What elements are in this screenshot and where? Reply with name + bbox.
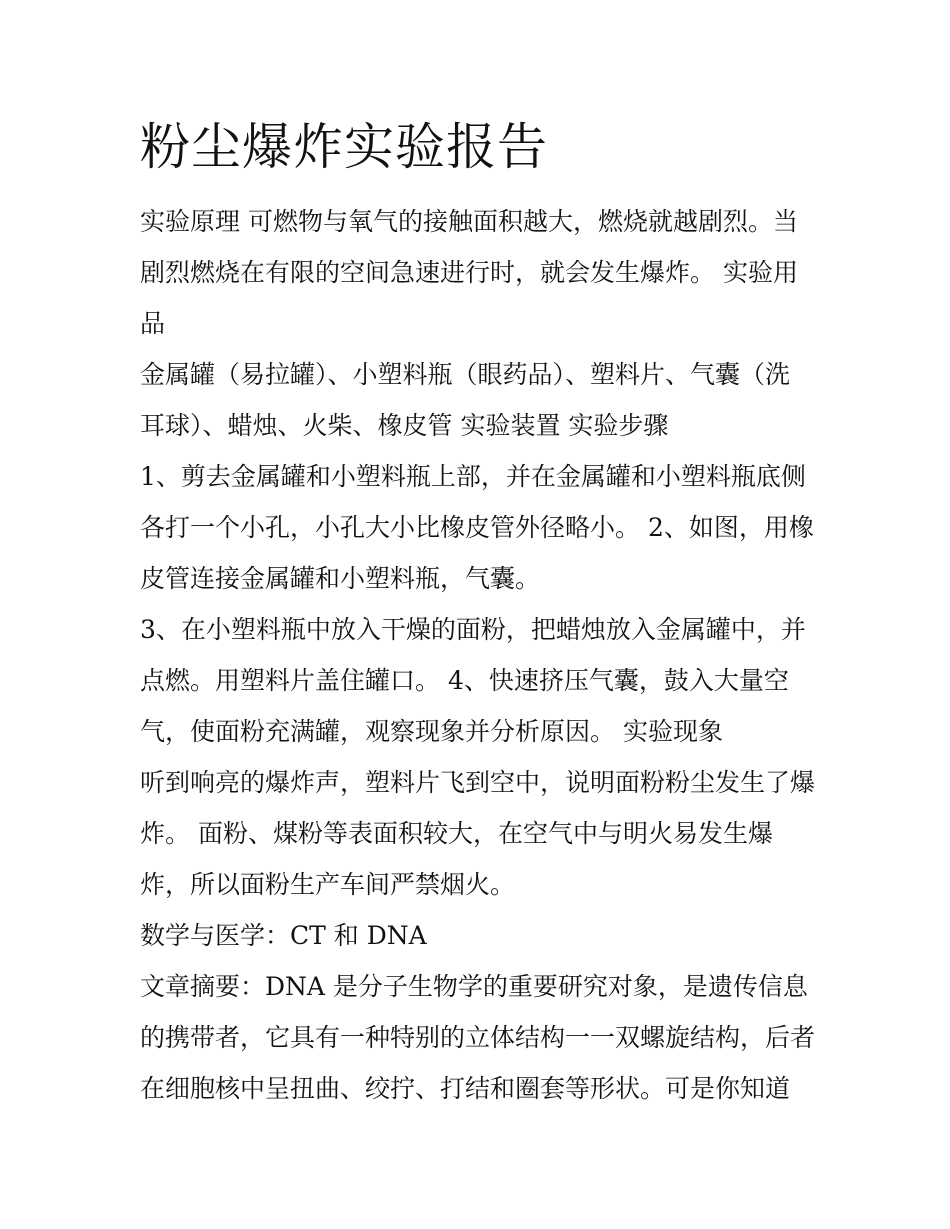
body-line-4: 金属罐（易拉罐）、小塑料瓶（眼药品）、塑料片、气囊（洗: [140, 360, 791, 389]
body-line-7: 各打一个小孔，小孔大小比橡皮管外径略小。 2、如图，用橡: [140, 513, 814, 542]
body-line-5: 耳球）、蜡烛、火柴、橡皮管 实验装置 实验步骤: [140, 411, 669, 440]
body-line-8: 皮管连接金属罐和小塑料瓶，气囊。: [140, 564, 541, 593]
body-line-16: 文章摘要：DNA 是分子生物学的重要研究对象，是遗传信息: [140, 972, 808, 1001]
body-line-1: 实验原理 可燃物与氧气的接触面积越大，燃烧就越剧烈。当: [140, 207, 798, 236]
body-line-14: 炸，所以面粉生产车间严禁烟火。: [140, 870, 516, 899]
body-line-3: 品: [140, 309, 166, 338]
section-heading: 数学与医学：CT 和 DNA: [140, 921, 427, 950]
body-line-10: 点燃。用塑料片盖住罐口。 4、快速挤压气囊，鼓入大量空: [140, 666, 789, 695]
body-line-12: 听到响亮的爆炸声，塑料片飞到空中，说明面粉粉尘发生了爆: [140, 768, 816, 797]
body-line-2: 剧烈燃烧在有限的空间急速进行时，就会发生爆炸。 实验用: [140, 258, 798, 287]
body-line-18: 在细胞核中呈扭曲、绞拧、打结和圈套等形状。可是你知道: [140, 1074, 791, 1103]
body-line-11: 气，使面粉充满罐，观察现象并分析原因。 实验现象: [140, 717, 723, 746]
body-line-17: 的携带者，它具有一种特别的立体结构一一双螺旋结构，后者: [140, 1023, 816, 1052]
body-line-6: 1、剪去金属罐和小塑料瓶上部，并在金属罐和小塑料瓶底侧: [140, 462, 806, 491]
body-line-13: 炸。 面粉、煤粉等表面积较大，在空气中与明火易发生爆: [140, 819, 773, 848]
body-line-9: 3、在小塑料瓶中放入干燥的面粉，把蜡烛放入金属罐中，并: [140, 615, 806, 644]
page-title: 粉尘爆炸实验报告: [140, 118, 548, 176]
